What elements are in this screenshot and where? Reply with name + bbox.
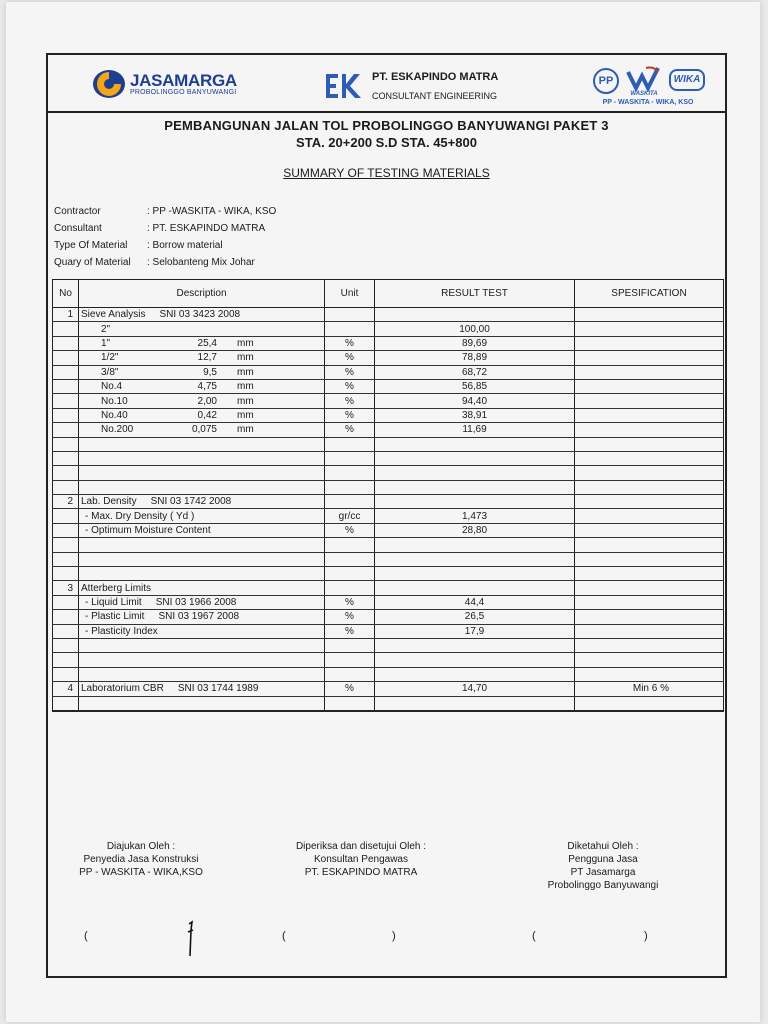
info-value: : Borrow material [147,240,223,251]
sig-line: Konsultan Pengawas [314,854,408,865]
empty-row [53,653,724,667]
consultant-sub: CONSULTANT ENGINEERING [372,91,498,101]
row-result: 14,70 [375,682,575,696]
jasamarga-logo [92,69,237,99]
document-heading-text: SUMMARY OF TESTING MATERIALS [283,166,490,180]
info-label: Quary of Material [54,257,131,268]
row-unit: % [325,595,375,609]
info-row [54,223,276,240]
sieve-mm: 0,42 [197,409,217,421]
test-standard: SNI 03 3423 2008 [159,309,241,321]
table-row [53,394,724,408]
info-value: : PP -WASKITA - WIKA, KSO [147,206,277,217]
waskita-logo-text: WASKITA [630,91,658,96]
signature-block-contractor [76,840,206,879]
sieve-mm: 2,00 [197,395,217,407]
test-standard: SNI 03 1744 1989 [177,683,259,695]
sieve-size: 3/8" [101,366,119,378]
empty-row [53,696,724,711]
table-row [53,509,724,523]
row-unit: % [325,394,375,408]
sig-line: PP - WASKITA - WIKA,KSO [79,867,203,878]
row-description [79,336,325,350]
sieve-mm: 9,5 [203,366,217,378]
document-frame [46,53,727,978]
table-row [53,423,724,437]
info-label: Contractor [54,206,101,217]
row-number: 4 [53,682,79,696]
paren-close: ) [644,930,648,942]
waskita-emblem-icon [624,64,664,96]
row-result: 17,9 [375,624,575,638]
row-result: 28,80 [375,523,575,537]
table-row [53,595,724,609]
row-unit: % [325,351,375,365]
document-sheet [6,2,760,1022]
info-block [54,206,276,274]
row-description [79,322,325,336]
sieve-mm: 12,7 [197,352,217,364]
limit-name: - Plastic Limit [85,611,145,623]
row-unit [325,322,375,336]
jasamarga-sub: PROBOLINGGO BANYUWANGI [130,88,237,96]
info-row [54,206,276,223]
header-spec: SPESIFICATION [575,280,724,308]
table-row [53,682,724,696]
paren-open: ( [282,930,286,942]
row-result: 38,91 [375,408,575,422]
sieve-mm: 25,4 [197,337,217,349]
sieve-size: No.40 [101,409,128,421]
info-label: Consultant [54,223,102,234]
sieve-size: 2" [101,323,111,335]
sig-line: Penyedia Jasa Konstruksi [83,854,199,865]
sieve-unit: mm [237,395,254,407]
eskapindo-logo [324,70,498,102]
header-no: No [53,280,79,308]
row-unit: % [325,423,375,437]
empty-row [53,638,724,652]
paren-open: ( [84,930,88,942]
signature-block-consultant [266,840,456,879]
test-standard: SNI 03 1967 2008 [158,611,240,623]
empty-row [53,538,724,552]
table-row [53,351,724,365]
sieve-size: 1" [101,337,111,349]
signature-block-owner [518,840,688,892]
sieve-unit: mm [237,352,254,364]
wika-logo: WIKA [669,69,705,91]
row-result: 100,00 [375,322,575,336]
row-description [79,423,325,437]
row-unit: % [325,379,375,393]
table-row [53,624,724,638]
row-unit: % [325,365,375,379]
consultant-name: PT. ESKAPINDO MATRA [372,71,499,83]
test-name: Lab. Density [81,496,137,508]
sig-line: Diajukan Oleh : [106,841,176,852]
sig-line: PT Jasamarga [570,867,636,878]
row-description: - Plasticity Index [79,624,325,638]
row-description [79,379,325,393]
sieve-mm: 4,75 [197,381,217,393]
results-table [52,279,724,712]
empty-row [53,451,724,465]
table-row [53,581,724,595]
paren-close: ) [392,930,396,942]
table-row [53,610,724,624]
info-value: : PT. ESKAPINDO MATRA [147,223,266,234]
row-result: 11,69 [375,423,575,437]
empty-row [53,480,724,494]
paren-open: ( [532,930,536,942]
row-unit: % [325,408,375,422]
table-row [53,308,724,322]
table-row [53,379,724,393]
row-description: - Optimum Moisture Content [79,523,325,537]
table-row [53,336,724,350]
header-description: Description [79,280,325,308]
info-row [54,240,276,257]
test-name: Laboratorium CBR [81,683,164,695]
table-row [53,523,724,537]
sig-line: Diperiksa dan disetujui Oleh : [295,841,427,852]
document-heading [48,166,725,180]
row-result: 44,4 [375,595,575,609]
row-result: 26,5 [375,610,575,624]
table-header-row [53,280,724,308]
row-result: 68,72 [375,365,575,379]
sieve-size: 1/2" [101,352,119,364]
sieve-unit: mm [237,424,254,436]
row-result: 89,69 [375,336,575,350]
row-number: 1 [53,308,79,322]
handwritten-signature-icon [186,920,196,960]
jv-logos [588,64,728,108]
sieve-mm: 0,075 [191,424,217,436]
empty-row [53,567,724,581]
test-standard: SNI 03 1742 2008 [150,496,232,508]
table-row [53,495,724,509]
empty-row [53,437,724,451]
jasamarga-name: JASAMARGA [130,70,237,90]
row-description [79,495,325,509]
jv-caption: PP - WASKITA - WIKA, KSO [602,99,694,106]
row-description [79,308,325,322]
info-row [54,257,276,274]
row-result: 1,473 [375,509,575,523]
info-value: : Selobanteng Mix Johar [147,257,255,268]
empty-row [53,466,724,480]
header-unit: Unit [325,280,375,308]
row-result: 56,85 [375,379,575,393]
sieve-size: No.200 [101,424,134,436]
sig-line: Pengguna Jasa [568,854,638,865]
sieve-size: No.4 [101,381,123,393]
eskapindo-emblem-icon [324,70,364,102]
table-row [53,408,724,422]
row-description [79,610,325,624]
sieve-unit: mm [237,381,254,393]
row-spec: Min 6 % [575,682,724,696]
row-description [79,408,325,422]
sig-line: Probolinggo Banyuwangi [547,880,659,891]
row-unit: % [325,523,375,537]
row-unit: % [325,610,375,624]
row-description [79,365,325,379]
row-result: 94,40 [375,394,575,408]
empty-row [53,552,724,566]
header-result: RESULT TEST [375,280,575,308]
sieve-unit: mm [237,337,254,349]
row-description [79,595,325,609]
test-standard: SNI 03 1966 2008 [155,597,237,608]
row-description: - Max. Dry Density ( Yd ) [79,509,325,523]
row-result: 78,89 [375,351,575,365]
pp-logo: PP [593,68,619,94]
row-unit: gr/cc [325,509,375,523]
sig-line: Diketahui Oleh : [567,841,639,852]
row-unit: % [325,624,375,638]
row-description [79,394,325,408]
row-description [79,351,325,365]
project-station: STA. 20+200 S.D STA. 45+800 [296,135,477,150]
row-number: 2 [53,495,79,509]
table-row [53,322,724,336]
row-unit: % [325,336,375,350]
row-description [79,682,325,696]
letterhead [48,55,725,113]
row-unit: % [325,682,375,696]
sieve-unit: mm [237,366,254,378]
project-title: PEMBANGUNAN JALAN TOL PROBOLINGGO BANYUWANGI PAKET 3 [164,118,609,133]
info-label: Type Of Material [54,240,128,251]
empty-row [53,667,724,681]
row-number: 3 [53,581,79,595]
test-name: Atterberg Limits [79,581,325,595]
sig-line: PT. ESKAPINDO MATRA [304,867,418,878]
limit-name: - Liquid Limit [85,597,142,608]
sieve-unit: mm [237,409,254,421]
sieve-size: No.10 [101,395,128,407]
test-name: Sieve Analysis [81,309,146,321]
jasamarga-emblem-icon [92,69,126,99]
table-row [53,365,724,379]
